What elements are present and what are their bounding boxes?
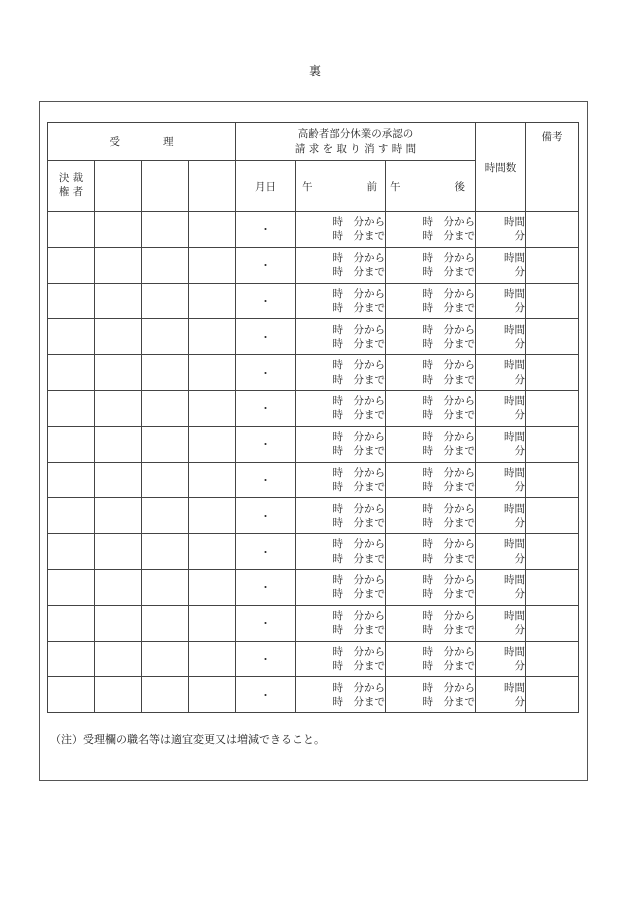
- hours-unit-text: 時間: [504, 216, 525, 229]
- hours-cell[interactable]: [476, 283, 526, 319]
- table-row: [48, 212, 579, 248]
- uketsuke-cell[interactable]: [95, 498, 142, 534]
- uketsuke-cell[interactable]: [95, 212, 142, 248]
- pm-time-cell[interactable]: [386, 677, 476, 713]
- date-separator: ・: [260, 402, 271, 416]
- hours-cell[interactable]: [476, 605, 526, 641]
- am-from-text: 時 分から: [332, 681, 385, 694]
- pm-time-cell[interactable]: [386, 247, 476, 283]
- am-from-text: 時 分から: [332, 574, 385, 587]
- pm-from-text: 時 分から: [422, 645, 475, 658]
- hours-unit-text: 時間: [504, 323, 525, 336]
- am-to-text: 時 分まで: [332, 552, 385, 565]
- uketsuke-cell[interactable]: [95, 569, 142, 605]
- minutes-unit-text: 分: [514, 480, 525, 493]
- table-row: [48, 283, 579, 319]
- hours-unit-text: 時間: [504, 574, 525, 587]
- pm-to-text: 時 分まで: [422, 480, 475, 493]
- uketsuke-cell[interactable]: [95, 677, 142, 713]
- remarks-cell[interactable]: [526, 605, 579, 641]
- date-cell[interactable]: [236, 283, 296, 319]
- pm-to-text: 時 分まで: [422, 266, 475, 279]
- remarks-cell[interactable]: [526, 247, 579, 283]
- remarks-header-label: 備考: [541, 131, 563, 143]
- approver-header-cell: [48, 161, 95, 212]
- am-to-text: 時 分まで: [332, 588, 385, 601]
- date-separator: ・: [260, 688, 271, 702]
- pm-time-cell[interactable]: [386, 426, 476, 462]
- minutes-unit-text: 分: [514, 624, 525, 637]
- table-row: [48, 641, 579, 677]
- am-to-text: 時 分まで: [332, 695, 385, 708]
- remarks-header-cell: [526, 123, 579, 212]
- pm-time-cell[interactable]: [386, 569, 476, 605]
- pm-time-cell[interactable]: [386, 355, 476, 391]
- uketsuke-cell[interactable]: [189, 534, 236, 570]
- approver-cell[interactable]: [48, 569, 95, 605]
- hours-unit-text: 時間: [504, 538, 525, 551]
- uketsuke-label-2: 理: [163, 136, 174, 148]
- am-time-cell[interactable]: [296, 569, 386, 605]
- date-cell[interactable]: [236, 677, 296, 713]
- table-row: [48, 605, 579, 641]
- hours-header-cell: [476, 123, 526, 212]
- pm-from-text: 時 分から: [422, 395, 475, 408]
- page-title: 裏: [308, 64, 321, 78]
- hours-unit-text: 時間: [504, 287, 525, 300]
- pm-header-cell: [386, 161, 476, 212]
- uketsuke-cell[interactable]: [189, 605, 236, 641]
- uketsuke-cell[interactable]: [95, 247, 142, 283]
- pm-time-cell[interactable]: [386, 319, 476, 355]
- minutes-unit-text: 分: [514, 659, 525, 672]
- remarks-cell[interactable]: [526, 498, 579, 534]
- approver-cell[interactable]: [48, 426, 95, 462]
- pm-to-text: 時 分まで: [422, 516, 475, 529]
- remarks-cell[interactable]: [526, 569, 579, 605]
- am-from-text: 時 分から: [332, 395, 385, 408]
- am-label-2: 前: [366, 180, 377, 193]
- date-cell[interactable]: [236, 319, 296, 355]
- am-to-text: 時 分まで: [332, 659, 385, 672]
- pm-from-text: 時 分から: [422, 252, 475, 265]
- am-to-text: 時 分まで: [332, 516, 385, 529]
- uketsuke-header-cell: [48, 123, 236, 161]
- uketsuke-cell[interactable]: [142, 247, 189, 283]
- am-header-cell: [296, 161, 386, 212]
- am-from-text: 時 分から: [332, 502, 385, 515]
- remarks-cell[interactable]: [526, 641, 579, 677]
- hours-header-label: 時間数: [484, 161, 517, 174]
- am-time-cell[interactable]: [296, 283, 386, 319]
- table-row: [48, 462, 579, 498]
- table-row: [48, 319, 579, 355]
- date-separator: ・: [260, 581, 271, 595]
- hours-cell[interactable]: [476, 355, 526, 391]
- pm-to-text: 時 分まで: [422, 373, 475, 386]
- am-to-text: 時 分まで: [332, 624, 385, 637]
- am-time-cell[interactable]: [296, 462, 386, 498]
- am-from-text: 時 分から: [332, 359, 385, 372]
- am-time-cell[interactable]: [296, 247, 386, 283]
- pm-time-cell[interactable]: [386, 498, 476, 534]
- hours-unit-text: 時間: [504, 466, 525, 479]
- date-cell[interactable]: [236, 355, 296, 391]
- hours-unit-text: 時間: [504, 395, 525, 408]
- approver-cell[interactable]: [48, 390, 95, 426]
- date-cell[interactable]: [236, 247, 296, 283]
- am-from-text: 時 分から: [332, 645, 385, 658]
- uketsuke-cell[interactable]: [189, 677, 236, 713]
- hours-cell[interactable]: [476, 319, 526, 355]
- uketsuke-cell[interactable]: [95, 534, 142, 570]
- uketsuke-sign-cell-1[interactable]: [95, 161, 142, 212]
- minutes-unit-text: 分: [514, 301, 525, 314]
- uketsuke-cell[interactable]: [142, 355, 189, 391]
- am-from-text: 時 分から: [332, 287, 385, 300]
- approver-cell[interactable]: [48, 247, 95, 283]
- uketsuke-cell[interactable]: [189, 569, 236, 605]
- date-separator: ・: [260, 259, 271, 273]
- hours-unit-text: 時間: [504, 359, 525, 372]
- uketsuke-cell[interactable]: [142, 641, 189, 677]
- pm-to-text: 時 分まで: [422, 230, 475, 243]
- hours-unit-text: 時間: [504, 502, 525, 515]
- am-time-cell[interactable]: [296, 355, 386, 391]
- uketsuke-cell[interactable]: [189, 426, 236, 462]
- uketsuke-cell[interactable]: [189, 355, 236, 391]
- am-to-text: 時 分まで: [332, 373, 385, 386]
- pm-time-cell[interactable]: [386, 534, 476, 570]
- remarks-cell[interactable]: [526, 319, 579, 355]
- table-row: [48, 355, 579, 391]
- uketsuke-cell[interactable]: [142, 283, 189, 319]
- table-row: [48, 534, 579, 570]
- table-row: [48, 247, 579, 283]
- pm-from-text: 時 分から: [422, 431, 475, 443]
- pm-to-text: 時 分まで: [422, 445, 475, 458]
- approver-cell[interactable]: [48, 212, 95, 248]
- am-from-text: 時 分から: [332, 216, 385, 229]
- request-header-line-1: 高齢者部分休業の承認の: [297, 128, 414, 141]
- pm-time-cell[interactable]: [386, 212, 476, 248]
- am-time-cell[interactable]: [296, 641, 386, 677]
- uketsuke-cell[interactable]: [95, 426, 142, 462]
- hours-unit-text: 時間: [504, 252, 525, 265]
- am-to-text: 時 分まで: [332, 230, 385, 243]
- uketsuke-cell[interactable]: [95, 462, 142, 498]
- uketsuke-cell[interactable]: [142, 462, 189, 498]
- remarks-cell[interactable]: [526, 677, 579, 713]
- minutes-unit-text: 分: [514, 445, 525, 458]
- am-to-text: 時 分まで: [332, 480, 385, 493]
- pm-from-text: 時 分から: [422, 287, 475, 300]
- uketsuke-cell[interactable]: [95, 605, 142, 641]
- uketsuke-cell[interactable]: [189, 390, 236, 426]
- am-to-text: 時 分まで: [332, 301, 385, 314]
- approver-cell[interactable]: [48, 641, 95, 677]
- uketsuke-cell[interactable]: [142, 569, 189, 605]
- pm-to-text: 時 分まで: [422, 588, 475, 601]
- uketsuke-cell[interactable]: [95, 390, 142, 426]
- approver-cell[interactable]: [48, 319, 95, 355]
- uketsuke-cell[interactable]: [142, 319, 189, 355]
- am-time-cell[interactable]: [296, 426, 386, 462]
- uketsuke-cell[interactable]: [189, 641, 236, 677]
- table-row: [48, 426, 579, 462]
- approver-cell[interactable]: [48, 498, 95, 534]
- am-time-cell[interactable]: [296, 212, 386, 248]
- am-to-text: 時 分まで: [332, 337, 385, 350]
- uketsuke-cell[interactable]: [95, 641, 142, 677]
- uketsuke-cell[interactable]: [189, 462, 236, 498]
- date-separator: ・: [260, 438, 271, 452]
- date-cell[interactable]: [236, 534, 296, 570]
- uketsuke-sign-cell-2[interactable]: [142, 161, 189, 212]
- date-cell[interactable]: [236, 212, 296, 248]
- uketsuke-cell[interactable]: [189, 319, 236, 355]
- table-row: [48, 390, 579, 426]
- pm-from-text: 時 分から: [422, 609, 475, 622]
- minutes-unit-text: 分: [514, 266, 525, 279]
- footnote: （注）受理欄の職名等は適宜変更又は増減できること。: [50, 733, 325, 746]
- date-cell[interactable]: [236, 390, 296, 426]
- date-header-cell: [236, 161, 296, 212]
- uketsuke-cell[interactable]: [142, 426, 189, 462]
- am-time-cell[interactable]: [296, 605, 386, 641]
- am-time-cell[interactable]: [296, 319, 386, 355]
- hours-cell[interactable]: [476, 677, 526, 713]
- hours-cell[interactable]: [476, 247, 526, 283]
- pm-from-text: 時 分から: [422, 323, 475, 336]
- am-from-text: 時 分から: [332, 466, 385, 479]
- pm-to-text: 時 分まで: [422, 301, 475, 314]
- am-time-cell[interactable]: [296, 534, 386, 570]
- date-separator: ・: [260, 652, 271, 666]
- remarks-cell[interactable]: [526, 390, 579, 426]
- hours-unit-text: 時間: [504, 681, 525, 694]
- minutes-unit-text: 分: [514, 695, 525, 708]
- pm-to-text: 時 分まで: [422, 695, 475, 708]
- pm-time-cell[interactable]: [386, 605, 476, 641]
- uketsuke-cell[interactable]: [142, 498, 189, 534]
- uketsuke-cell[interactable]: [142, 677, 189, 713]
- uketsuke-cell[interactable]: [142, 534, 189, 570]
- approver-label-line-1: 決 裁: [58, 172, 84, 185]
- pm-to-text: 時 分まで: [422, 659, 475, 672]
- hours-cell[interactable]: [476, 569, 526, 605]
- date-header-label: 月日: [255, 180, 276, 193]
- pm-from-text: 時 分から: [422, 216, 475, 229]
- uketsuke-sign-cell-3[interactable]: [189, 161, 236, 212]
- pm-time-cell[interactable]: [386, 283, 476, 319]
- pm-time-cell[interactable]: [386, 390, 476, 426]
- remarks-cell[interactable]: [526, 462, 579, 498]
- uketsuke-cell[interactable]: [95, 355, 142, 391]
- am-to-text: 時 分まで: [332, 409, 385, 422]
- table-row: [48, 569, 579, 605]
- remarks-cell[interactable]: [526, 426, 579, 462]
- pm-from-text: 時 分から: [422, 502, 475, 515]
- date-cell[interactable]: [236, 426, 296, 462]
- pm-from-text: 時 分から: [422, 681, 475, 694]
- am-from-text: 時 分から: [332, 252, 385, 265]
- am-from-text: 時 分から: [332, 431, 385, 443]
- date-separator: ・: [260, 509, 271, 523]
- hours-unit-text: 時間: [504, 645, 525, 658]
- date-cell[interactable]: [236, 641, 296, 677]
- hours-cell[interactable]: [476, 390, 526, 426]
- am-to-text: 時 分まで: [332, 266, 385, 279]
- approver-cell[interactable]: [48, 677, 95, 713]
- pm-to-text: 時 分まで: [422, 624, 475, 637]
- am-time-cell[interactable]: [296, 390, 386, 426]
- uketsuke-cell[interactable]: [189, 212, 236, 248]
- approver-cell[interactable]: [48, 283, 95, 319]
- hours-cell[interactable]: [476, 426, 526, 462]
- request-cancel-table: [47, 122, 579, 713]
- minutes-unit-text: 分: [514, 373, 525, 386]
- uketsuke-cell[interactable]: [142, 212, 189, 248]
- pm-label-2: 後: [454, 180, 465, 193]
- uketsuke-cell[interactable]: [95, 283, 142, 319]
- date-separator: ・: [260, 473, 271, 487]
- am-time-cell[interactable]: [296, 498, 386, 534]
- uketsuke-cell[interactable]: [189, 247, 236, 283]
- approver-cell[interactable]: [48, 605, 95, 641]
- am-from-text: 時 分から: [332, 538, 385, 551]
- hours-cell[interactable]: [476, 212, 526, 248]
- date-separator: ・: [260, 617, 271, 631]
- uketsuke-cell[interactable]: [189, 283, 236, 319]
- pm-from-text: 時 分から: [422, 359, 475, 372]
- date-cell[interactable]: [236, 498, 296, 534]
- am-from-text: 時 分から: [332, 323, 385, 336]
- minutes-unit-text: 分: [514, 552, 525, 565]
- pm-from-text: 時 分から: [422, 538, 475, 551]
- date-cell[interactable]: [236, 569, 296, 605]
- date-separator: ・: [260, 330, 271, 344]
- am-from-text: 時 分から: [332, 609, 385, 622]
- pm-time-cell[interactable]: [386, 641, 476, 677]
- pm-label-1: 午: [390, 180, 401, 193]
- uketsuke-cell[interactable]: [142, 390, 189, 426]
- remarks-cell[interactable]: [526, 283, 579, 319]
- hours-unit-text: 時間: [504, 431, 525, 443]
- uketsuke-cell[interactable]: [95, 319, 142, 355]
- request-time-header-cell: [236, 123, 476, 161]
- hours-cell[interactable]: [476, 462, 526, 498]
- uketsuke-cell[interactable]: [142, 605, 189, 641]
- am-label-1: 午: [302, 180, 313, 193]
- minutes-unit-text: 分: [514, 230, 525, 243]
- approver-label-line-2: 権 者: [58, 186, 84, 198]
- pm-to-text: 時 分まで: [422, 409, 475, 422]
- remarks-cell[interactable]: [526, 534, 579, 570]
- remarks-cell[interactable]: [526, 355, 579, 391]
- date-cell[interactable]: [236, 462, 296, 498]
- date-separator: ・: [260, 223, 271, 237]
- date-separator: ・: [260, 294, 271, 308]
- table-row: [48, 498, 579, 534]
- minutes-unit-text: 分: [514, 409, 525, 422]
- date-separator: ・: [260, 545, 271, 559]
- hours-unit-text: 時間: [504, 609, 525, 622]
- minutes-unit-text: 分: [514, 588, 525, 601]
- hours-cell[interactable]: [476, 641, 526, 677]
- pm-from-text: 時 分から: [422, 574, 475, 587]
- minutes-unit-text: 分: [514, 337, 525, 350]
- pm-to-text: 時 分まで: [422, 552, 475, 565]
- hours-cell[interactable]: [476, 534, 526, 570]
- approver-cell[interactable]: [48, 534, 95, 570]
- date-cell[interactable]: [236, 605, 296, 641]
- pm-time-cell[interactable]: [386, 462, 476, 498]
- approver-cell[interactable]: [48, 355, 95, 391]
- table-row: [48, 677, 579, 713]
- uketsuke-label-1: 受: [109, 136, 120, 148]
- am-to-text: 時 分まで: [332, 445, 385, 458]
- date-separator: ・: [260, 366, 271, 380]
- remarks-cell[interactable]: [526, 212, 579, 248]
- approver-cell[interactable]: [48, 462, 95, 498]
- pm-from-text: 時 分から: [422, 466, 475, 479]
- am-time-cell[interactable]: [296, 677, 386, 713]
- request-header-line-2: 請 求 を 取 り 消 す 時 間: [294, 142, 417, 155]
- uketsuke-cell[interactable]: [189, 498, 236, 534]
- pm-to-text: 時 分まで: [422, 337, 475, 350]
- minutes-unit-text: 分: [514, 516, 525, 529]
- hours-cell[interactable]: [476, 498, 526, 534]
